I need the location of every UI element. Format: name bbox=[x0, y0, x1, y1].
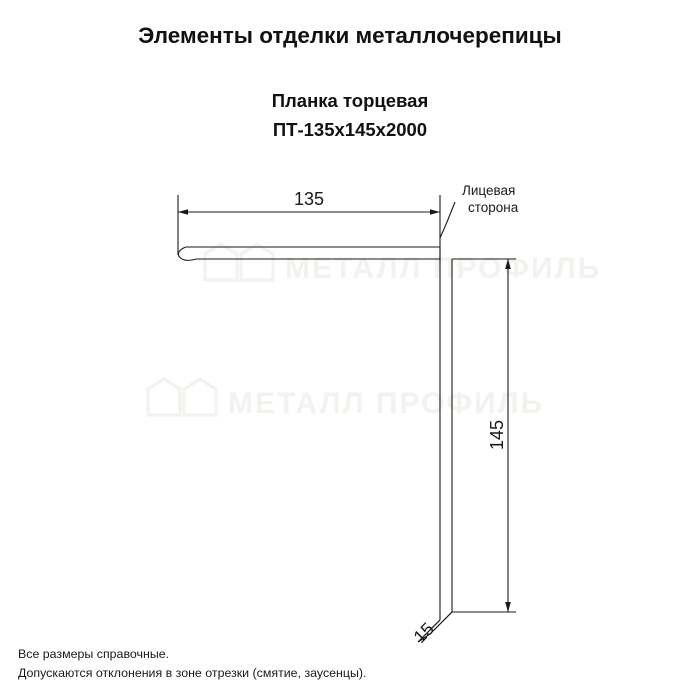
face-side-annotation-line1: Лицевая bbox=[462, 183, 516, 198]
technical-drawing bbox=[0, 150, 700, 647]
svg-text:МЕТАЛЛ ПРОФИЛЬ: МЕТАЛЛ ПРОФИЛЬ bbox=[285, 252, 602, 285]
product-code: ПТ-135х145х2000 bbox=[272, 119, 428, 141]
page-title: Элементы отделки металлочерепицы bbox=[138, 23, 562, 48]
footer-note-2: Допускаются отклонения в зоне отрезки (смятие, заусенцы). bbox=[18, 665, 367, 680]
profile-hem-left bbox=[178, 247, 196, 260]
footer-notes bbox=[18, 645, 366, 683]
dimension-width-label: 135 bbox=[293, 189, 325, 209]
face-side-annotation-line2: сторона bbox=[468, 200, 519, 215]
product-name: Планка торцевая bbox=[271, 90, 429, 111]
dimension-height-label: 145 bbox=[487, 419, 507, 451]
dimension-flange-label: 15 bbox=[409, 618, 438, 647]
title-block bbox=[0, 22, 700, 141]
ext-line-flange-b bbox=[433, 612, 452, 631]
leader-line-face bbox=[440, 202, 455, 238]
svg-text:МЕТАЛЛ ПРОФИЛЬ: МЕТАЛЛ ПРОФИЛЬ bbox=[228, 387, 545, 420]
footer-note-1: Все размеры справочные. bbox=[18, 646, 170, 661]
